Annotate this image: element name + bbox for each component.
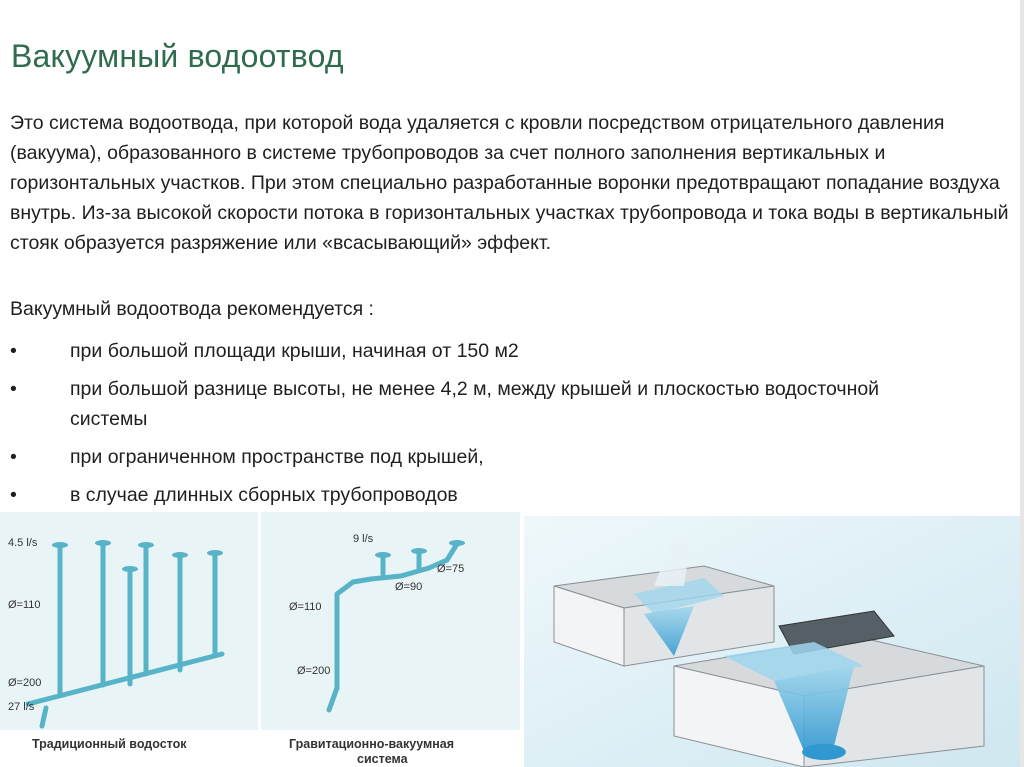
figure-caption-line1: Гравитационно-вакуумная bbox=[289, 737, 455, 751]
list-item-text: в случае длинных сборных трубопроводов bbox=[70, 484, 458, 506]
vacuum-drainage-figure bbox=[261, 512, 520, 767]
traditional-drainage-diagram bbox=[0, 512, 258, 767]
list-item bbox=[10, 442, 1010, 472]
list-item bbox=[10, 336, 1010, 366]
funnel-crosssection-figure bbox=[524, 516, 1020, 767]
diameter-label-75: Ø=75 bbox=[437, 563, 465, 575]
description-paragraph bbox=[10, 108, 1010, 258]
diameter-label-200: Ø=200 bbox=[297, 665, 331, 677]
list-item-text: при большой площади крыши, начиная от 150 м2 bbox=[70, 340, 519, 362]
bullet-marker: • bbox=[10, 484, 17, 506]
list-item-text: при большой разнице высоты, не менее 4,2 м, между крышей и плоскостью водосточной системы bbox=[70, 378, 880, 430]
diameter-label-110: Ø=110 bbox=[8, 599, 41, 611]
bullet-marker: • bbox=[10, 378, 17, 400]
slide-title: Вакуумный водоотвод bbox=[11, 38, 344, 74]
bullet-marker: • bbox=[10, 446, 17, 468]
flow-label: 9 l/s bbox=[353, 533, 374, 545]
traditional-drainage-figure bbox=[0, 512, 258, 767]
recommend-heading: Вакуумный водоотвода рекомендуется : bbox=[10, 298, 374, 320]
slide-right-border bbox=[1020, 0, 1024, 767]
paragraph-text: Это система водоотвода, при которой вода удаляется с кровли посредством отрицательного давления (вакуума), образованного в системе трубопроводов за счет полного заполнения вертикальных и горизонтальных участков. При этом специально разработанные воронки предотвращают попадание воздуха внутрь. Из-за высокой скорости потока в горизонтальных участках трубопровода и тока воды в вертикальный стояк образуется разряжение или «всасывающий» эффект. bbox=[10, 112, 1009, 254]
list-item bbox=[10, 374, 1010, 434]
diameter-label-200: Ø=200 bbox=[8, 677, 42, 689]
recommendation-list bbox=[10, 336, 1010, 518]
figure-panel-bg bbox=[261, 512, 520, 767]
diameter-label-90: Ø=90 bbox=[395, 581, 423, 593]
figure-caption-line2: система bbox=[357, 752, 408, 766]
figure-caption: Традиционный водосток bbox=[32, 737, 187, 751]
flow-label-top: 4.5 l/s bbox=[8, 537, 38, 549]
flow-label-bottom: 27 l/s bbox=[8, 701, 35, 713]
diameter-label-110: Ø=110 bbox=[289, 601, 322, 613]
list-item-text: при ограниченном пространстве под крышей, bbox=[70, 446, 484, 468]
bullet-marker: • bbox=[10, 340, 17, 362]
list-item bbox=[10, 480, 1010, 510]
vacuum-drainage-diagram bbox=[261, 512, 520, 767]
funnel-crosssection-illustration bbox=[524, 516, 1020, 767]
